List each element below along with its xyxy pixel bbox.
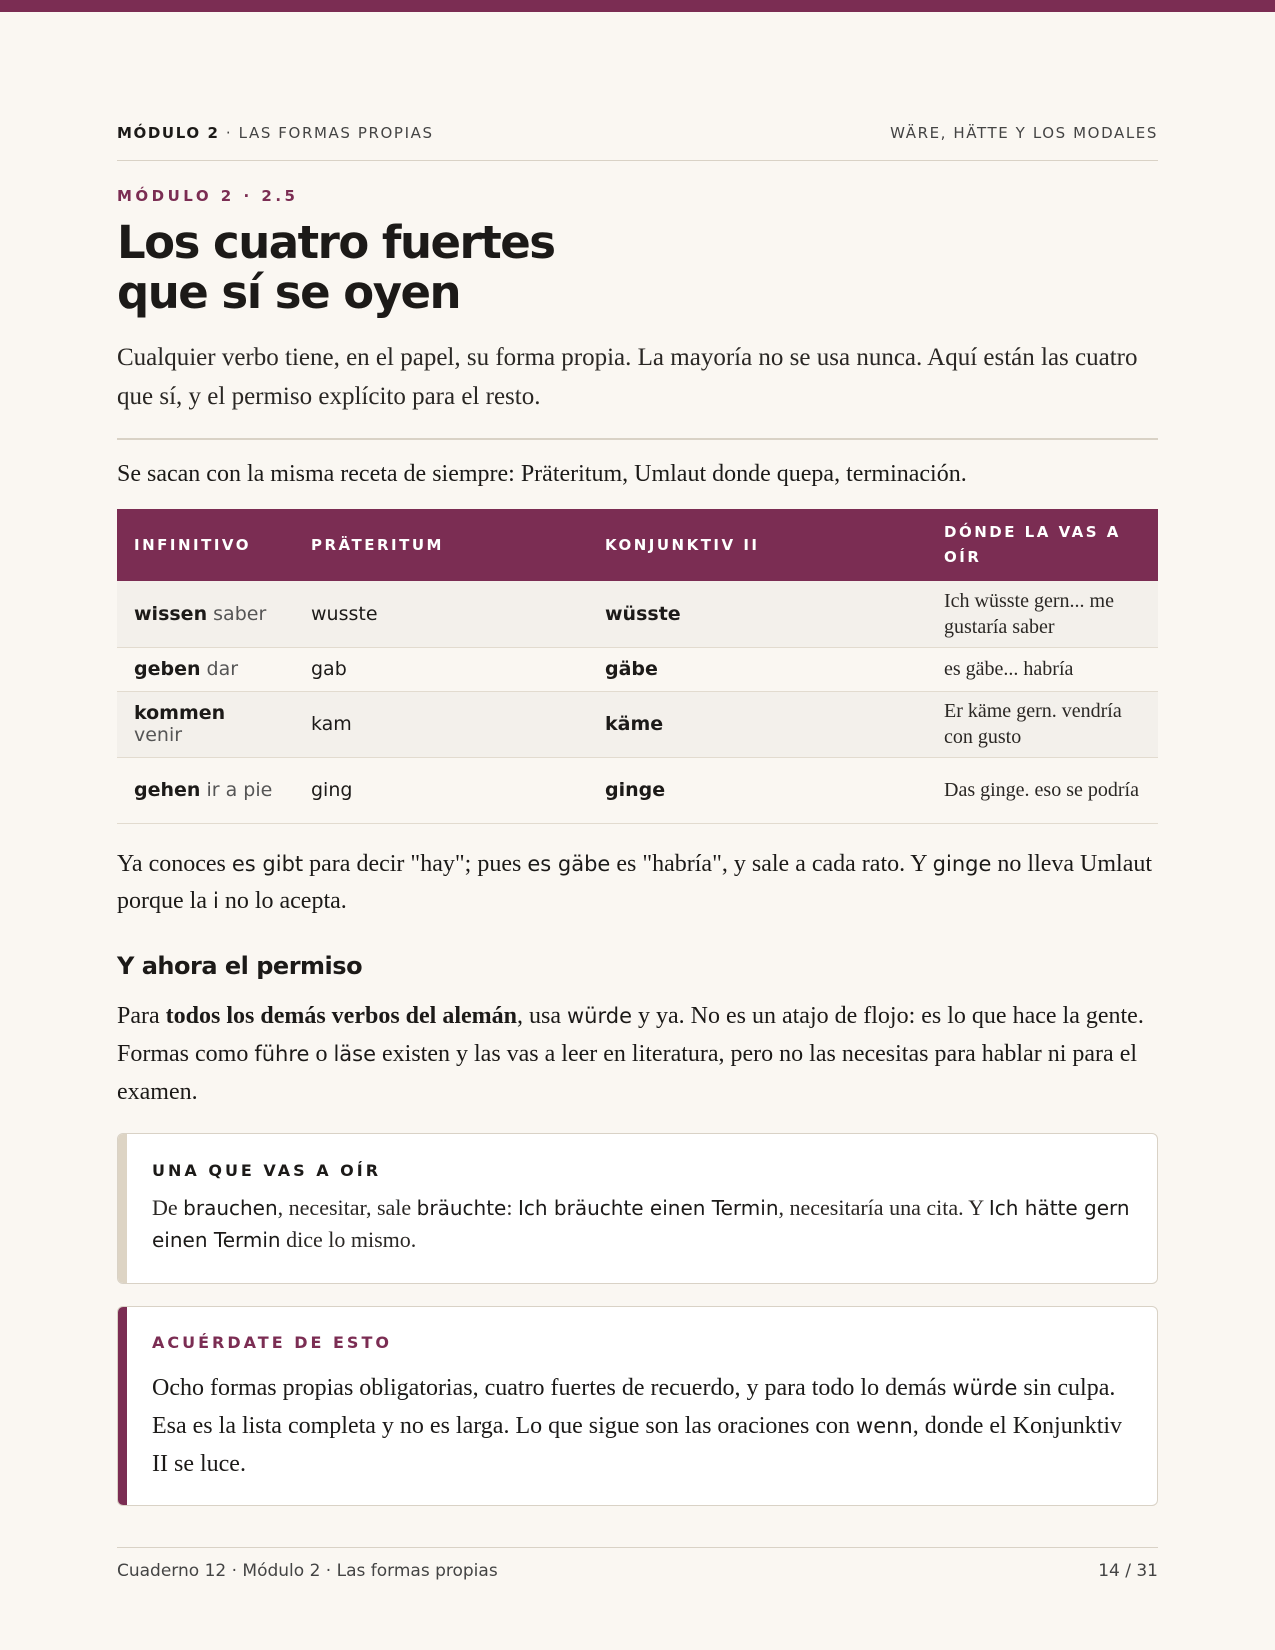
page-title [117,218,817,318]
es-gibt-paragraph [117,846,1158,920]
text: Ya conoces [117,851,232,877]
text: , donde el Konjunktiv II se luce. [152,1413,1123,1477]
gloss: dar [206,658,239,680]
table-row [117,581,1158,647]
text: para decir "hay"; pues [303,851,528,877]
gloss: saber [213,602,267,625]
footer-divider [117,1547,1158,1548]
page-number: 14 / 31 [1098,1561,1158,1581]
text: dice lo mismo. [280,1227,417,1252]
callout-bar [118,1307,127,1505]
term: ginge [932,852,992,876]
text: De [152,1195,184,1220]
header-section: · LAS FORMAS PROPIAS [219,124,434,142]
cell-infinitivo [117,581,294,647]
infinitive: wissen [134,602,208,625]
col-header-konjunktiv: KONJUNKTIV II [588,509,927,581]
header-module: MÓDULO 2 [117,124,220,142]
term: es gibt [231,852,304,876]
running-header-left [117,124,434,142]
text: sin culpa. Esa es la lista completa y no es larga. Lo que sigue son las oraciones con [152,1375,1116,1439]
term: Ich bräuchte einen Termin [517,1196,779,1220]
running-header-right: WÄRE, HÄTTE Y LOS MODALES [890,124,1158,142]
callout-body [152,1369,1142,1483]
text: Ocho formas propias obligatorias, cuatro fuertes de recuerdo, y para todo lo demás [152,1375,953,1401]
running-header [117,124,1158,142]
callout-body [152,1192,1142,1256]
table-row [117,757,1158,823]
gloss: ir a pie [206,779,273,801]
col-header-donde: DÓNDE LA VAS A OÍR [927,509,1158,581]
cell-prateritum: ging [294,757,588,823]
title-line-1: Los cuatro fuertes [117,216,555,269]
emphasis: todos los demás verbos del alemán [165,1003,517,1029]
table-row [117,647,1158,691]
term: brauchen [183,1196,278,1220]
infinitive: geben [134,658,201,680]
callout-label: UNA QUE VAS A OÍR [152,1161,382,1180]
intro-paragraph: Se sacan con la misma receta de siempre: Präteritum, Umlaut donde quepa, terminación. [117,461,967,487]
text: , necesitar, sale [277,1195,417,1220]
cell-infinitivo [117,647,294,691]
infinitive: kommen [134,702,226,724]
cell-donde: Er käme gern. vendría con gusto [927,691,1158,757]
callout-bar [118,1134,127,1283]
col-header-prateritum: PRÄTERITUM [294,509,588,581]
footer-left: Cuaderno 12 · Módulo 2 · Las formas propias [117,1561,498,1581]
term: läse [333,1042,377,1066]
text: no lleva Umlaut porque la [117,851,1153,914]
term: Ich hätte gern einen Termin [152,1196,1130,1252]
text: o [309,1041,334,1067]
title-line-2: que sí se oyen [117,266,461,319]
cell-donde: Ich wüsste gern... me gustaría saber [927,581,1158,647]
section-eyebrow: MÓDULO 2 · 2.5 [117,187,299,205]
cell-konjunktiv: gäbe [588,647,927,691]
lede-divider [117,438,1158,440]
term: es gäbe [527,852,611,876]
top-accent-bar [0,0,1275,12]
subheading-permiso: Y ahora el permiso [117,952,363,980]
text: : [506,1195,518,1220]
callout-acuerdate [117,1306,1158,1506]
text: Para [117,1003,166,1029]
term: würde [567,1004,632,1028]
text: existen y las vas a leer en literatura, pero no las necesitas para hablar ni para el examen. [117,1041,1138,1105]
page-footer [117,1561,1158,1581]
callout-label: ACUÉRDATE DE ESTO [152,1333,392,1352]
term: führe [254,1042,310,1066]
text: , usa [517,1003,567,1029]
table-row [117,691,1158,757]
col-header-infinitivo: INFINITIVO [117,509,294,581]
text: no lo acepta. [218,888,347,914]
text: , necesitaría una cita. Y [778,1195,989,1220]
gloss: venir [134,724,183,746]
text: es "habría", y sale a cada rato. Y [610,851,933,877]
cell-donde: Das ginge. eso se podría [927,757,1158,823]
permiso-paragraph [117,997,1158,1111]
cell-infinitivo [117,691,294,757]
table-header-row [117,509,1158,581]
cell-prateritum: wusste [294,581,588,647]
infinitive: gehen [134,779,201,801]
cell-prateritum: kam [294,691,588,757]
cell-konjunktiv: wüsste [588,581,927,647]
cell-prateritum: gab [294,647,588,691]
lede-paragraph: Cualquier verbo tiene, en el papel, su forma propia. La mayoría no se usa nunca. Aquí están las cuatro que sí, y el permiso explícito para el resto. [117,344,1138,410]
callout-una-que-vas-a-oir [117,1133,1158,1284]
cell-konjunktiv: ginge [588,757,927,823]
cell-donde: es gäbe... habría [927,647,1158,691]
verb-table [117,509,1158,824]
term: i [212,889,219,913]
term: bräuchte [416,1196,507,1220]
term: würde [952,1376,1018,1400]
cell-konjunktiv: käme [588,691,927,757]
cell-infinitivo [117,757,294,823]
text: y ya. No es un atajo de flojo: es lo que hace la gente. Formas como [117,1003,1144,1067]
header-divider [117,160,1158,161]
term: wenn [856,1414,913,1438]
